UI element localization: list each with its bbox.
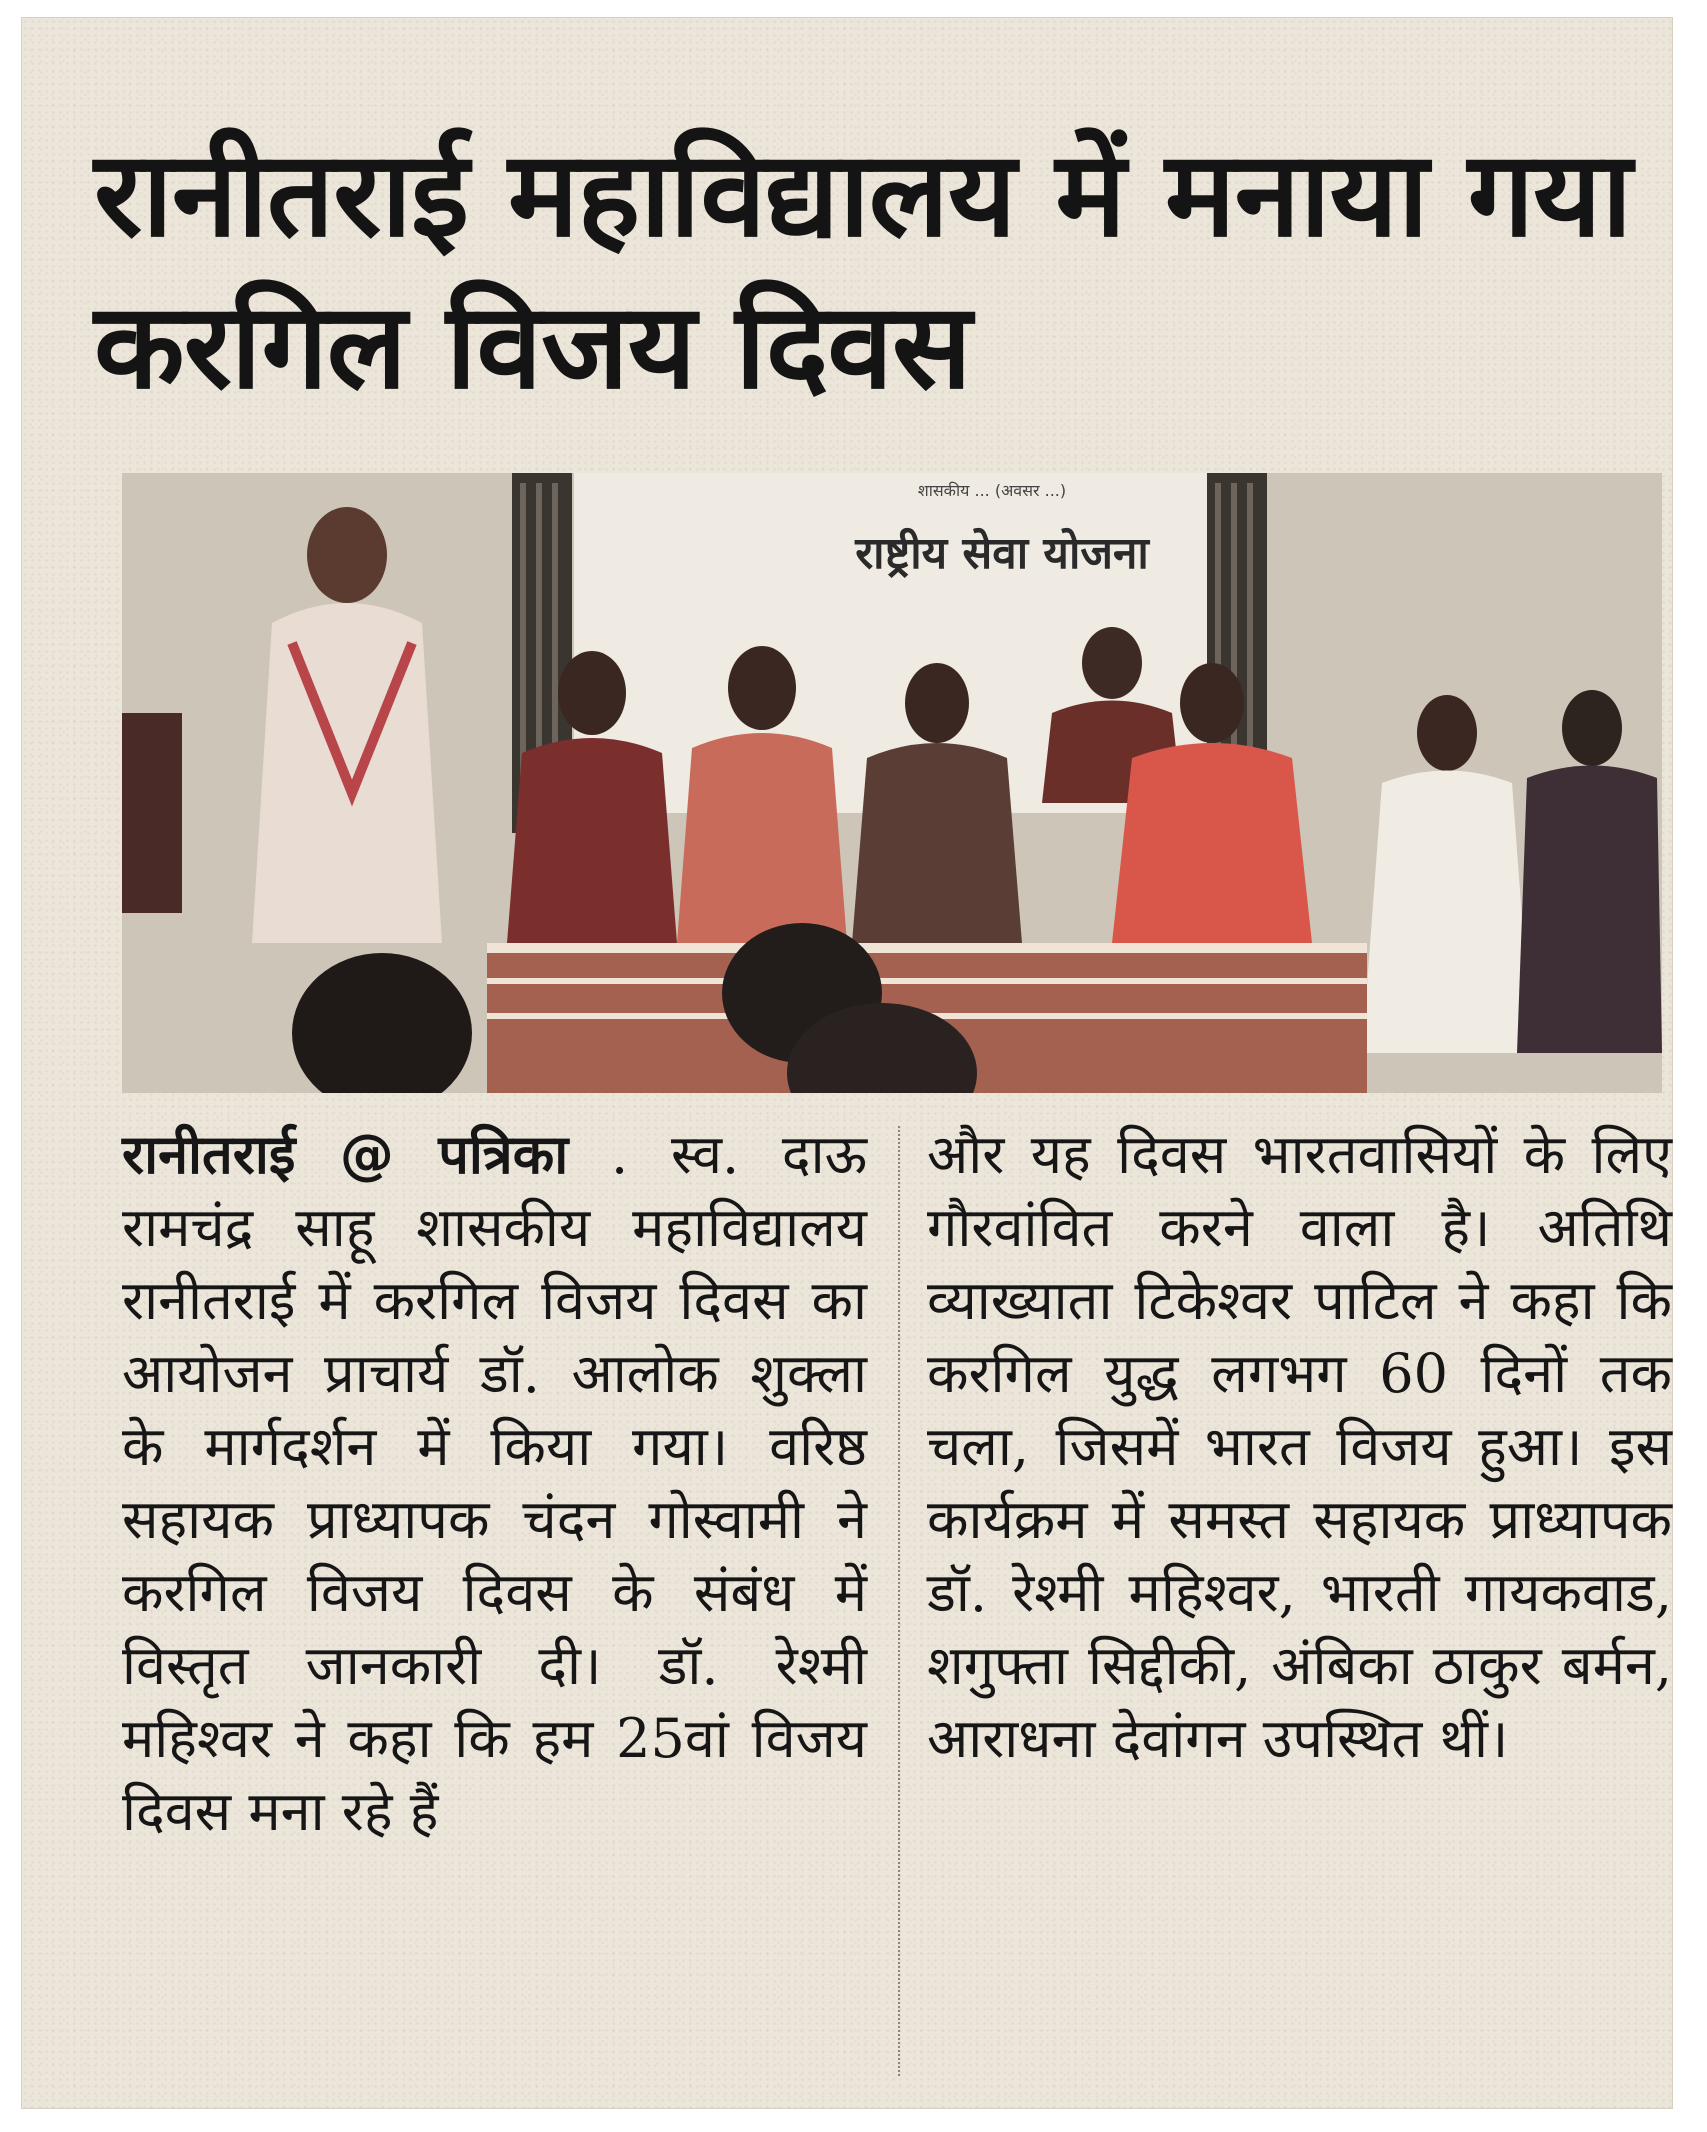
right-column-text: और यह दिवस भारतवासियों के लिए गौरवांवित करने वाला है। अतिथि व्याख्याता टिकेश्वर पाटिल ने कहा कि करगिल युद्ध लगभग 60 दिनों तक चला, जिसमें भारत विजय हुआ। इस कार्यक्रम में समस्त सहायक प्राध्यापक डॉ. रेश्मी महिश्वर, भारती गायकवाड, शगुफ्ता सिद्दीकी, अंबिका ठाकुर बर्मन, आराधना देवांगन उपस्थित थीं।	[927, 1123, 1672, 1770]
event-photo	[122, 473, 1662, 1093]
article-column-right	[927, 1118, 1672, 1775]
article-column-left	[122, 1118, 867, 1848]
newspaper-clipping	[22, 18, 1672, 2108]
column-divider	[898, 1126, 900, 2076]
left-column-text: . स्व. दाऊ रामचंद्र साहू शासकीय महाविद्यालय रानीतराई में करगिल विजय दिवस का आयोजन प्राचार्य डॉ. आलोक शुक्ला के मार्गदर्शन में किया गया। वरिष्ठ सहायक प्राध्यापक चंदन गोस्वामी ने करगिल विजय दिवस के संबंध में विस्तृत जानकारी दी। डॉ. रेश्मी महिश्वर ने कहा कि हम 25वां विजय दिवस मना रहे हैं	[122, 1123, 867, 1843]
dateline: रानीतराई @ पत्रिका	[122, 1123, 569, 1186]
banner-top-text: शासकीय ... (अवसर ...)	[917, 481, 1067, 500]
headline: रानीतराई महाविद्यालय में मनाया गया करगिल विजय दिवस	[94, 125, 1632, 415]
banner-text: राष्ट्रीय सेवा योजना	[855, 528, 1149, 579]
